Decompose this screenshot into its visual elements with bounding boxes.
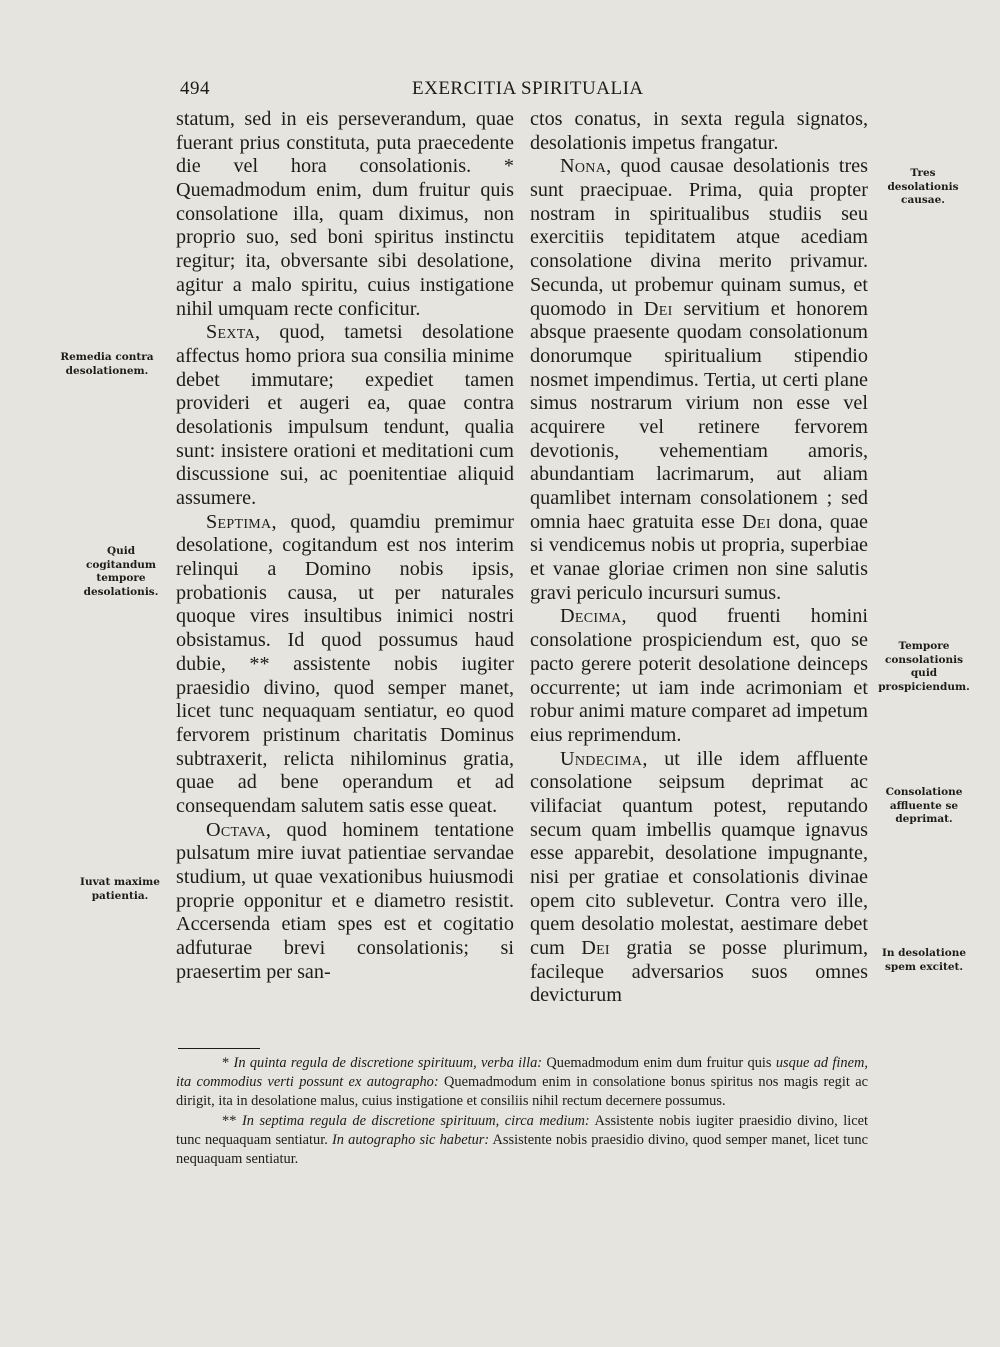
rule-lead: Decima (560, 605, 622, 628)
rule-lead: Octava (206, 818, 266, 841)
rule-lead: Undecima (560, 747, 643, 770)
dei-word: Dei (742, 510, 771, 533)
margin-note-quid-cogitandum: Quid cogitandum tempore desolationis. (83, 545, 159, 598)
paragraph-text: , ut ille idem affluente consolatione seipsum deprimat ac vilifaciat quantum potest, reputando secum quam imbellis quamque ignavus esse apparebit, desolatione impugnante, nisi per gratiae et consolationis divinae opem cito sublevetur. Contra vero ille, quem desolatio molestat, aestimare debet cum (530, 747, 868, 960)
footnote-italic: In autographo sic habetur: (331, 1131, 490, 1148)
paragraph-text: dona, quae si vendicemus nobis ut propria, superbiae et vanae gloriae crimen non sine salutis gravi periculo incursuri sumus. (530, 510, 868, 604)
paragraph-text: , quod, quamdiu premimur desolatione, cogitandum est nos interim relinqui a Domino nobis ipsis, probationis causa, ut per naturales quoque vires insultibus inimici nostri obsistamus. Id quod possumus haud dubie, ** assistente nobis iugiter praesidio divino, quod semper manet, licet tunc nequaquam sentiatur, eo quod fervorem pristinum charitatis Dominus subtraxerit, relicta nihilominus gratia, quae ad bene operandum et ad consequendam salutem satis esse queat. (176, 510, 514, 817)
page-number: 494 (180, 78, 210, 99)
paragraph (176, 819, 514, 985)
footnote-text: Assistente nobis praesidio divino, quod semper manet, licet tunc nequaquam sentiatur. (176, 1131, 868, 1168)
dei-word: Dei (643, 297, 673, 320)
paragraph: ctos conatus, in sexta regula signatos, desolationis impetus frangatur. (530, 108, 868, 154)
dei-word: Dei (581, 937, 610, 960)
paragraph: statum, sed in eis perseverandum, quae fuerant prius constituta, puta praecedente die vel hora consolationis. * Quemadmodum enim, dum fruitur quis consolatione illa, quam diximus, non proprio suo, sed boni spiritus instinctu regitur; ita, obversante sibi desolatione, agitur a malo spiritu, cuius instigatione nihil umquam recte conficitur. (176, 108, 514, 320)
margin-note-tempore-consolationis: Tempore consolationis quid prospiciendum. (878, 640, 970, 693)
paragraph (530, 155, 868, 605)
rule-lead: Sexta (206, 321, 255, 344)
paragraph-text: , quod hominem tentatione pulsatum mire iuvat patientiae servandae studium, ut quae vexationibus huiusmodi proprie opponitur et e diametro resistit. Accersenda etiam spes est et cogitatio adfuturae brevi consolationis; si praesertim per san- (176, 818, 514, 983)
footnote-text: Quemadmodum enim in consolatione bonus spiritus nos magis regit ac dirigit, ita in desolatione malus, cuius instigatione et consiliis nihil rectum decernere possumus. (176, 1074, 868, 1110)
footnote-rule (178, 1048, 260, 1049)
paragraph (530, 748, 868, 1009)
footnote-text: Assistente nobis iugiter praesidio divino, licet tunc nequaquam sentiatur. (176, 1112, 868, 1148)
footnote-italic: In septima regula de discretione spirituum, circa medium: (241, 1112, 590, 1129)
paragraph-text: , quod fruenti homini consolatione prospiciendum est, quo se pacto gerere poterit desolatione deinceps occurrente; ut iam inde acrimoniam et robur animi mature comparet ad impetum eius reprimendum. (530, 605, 868, 746)
margin-note-iuvat: Iuvat maxime patientia. (80, 876, 160, 902)
footnote-marker: ** (222, 1112, 237, 1129)
paragraph (176, 321, 514, 511)
footnotes (176, 1054, 868, 1169)
footnote (176, 1112, 868, 1170)
margin-note-spem-excitet: In desolatione spem excitet. (881, 947, 967, 973)
paragraph-text: , quod causae desolationis tres sunt praecipuae. Prima, quia propter nostram in spiritualibus studiis seu exercitiis tepiditatem atque acediam consolatione divina merito privamur. Secunda, ut probemur quinam sumus, et quomodo in (530, 155, 868, 320)
right-column (530, 108, 868, 1008)
footnote (176, 1054, 868, 1112)
margin-note-consolatione-affluente: Consolatione affluente se deprimat. (885, 786, 963, 825)
paragraph-text: gratia se posse plurimum, facileque adversarios suos omnes devicturum (530, 937, 868, 1007)
rule-lead: Septima (206, 510, 272, 533)
footnote-italic: usque ad finem, ita commodius verti possunt ex autographo: (176, 1055, 868, 1091)
left-column (176, 108, 514, 984)
paragraph-text: servitium et honorem absque praesente quodam consolationum donorumque spiritualium stipendio nosmet impendimus. Tertia, ut certi plane simus nostrarum virium non esse vel acquirere vel retinere fervorem devotionis, vehementiam amoris, abundantiam lacrimarum, aut aliam quamlibet internam consolationem ; sed omnia haec gratuita esse (530, 297, 869, 533)
paragraph (176, 511, 514, 819)
footnote-italic: In quinta regula de discretione spirituum, verba illa: (233, 1055, 543, 1071)
margin-note-remedia: Remedia contra desolationem. (60, 351, 154, 377)
rule-lead: Nona (560, 155, 607, 178)
running-head: EXERCITIA SPIRITUALIA (412, 78, 644, 99)
paragraph (530, 605, 868, 747)
footnote-marker: * (222, 1055, 230, 1071)
paragraph-text: , quod, tametsi desolatione affectus homo priora sua consilia minime debet immutare; expediet tamen provideri et augeri ea, quae contra desolationis impulsum tendunt, qualia sunt: insistere orationi et meditationi cum discussione sui, ac poenitentiae aliquid assumere. (176, 321, 514, 509)
margin-note-tres-causae: Tres desolationis causae. (887, 167, 959, 206)
footnote-text: Quemadmodum enim dum fruitur quis (542, 1055, 776, 1071)
